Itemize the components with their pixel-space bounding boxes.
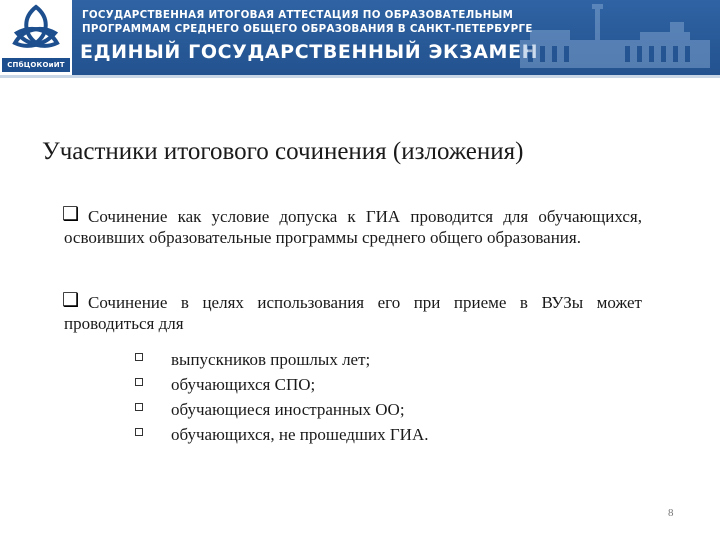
square-bullet-icon (135, 353, 143, 361)
header-bar (0, 0, 720, 75)
bullet-item (62, 203, 642, 248)
list-item-text: выпускников прошлых лет; (171, 350, 371, 369)
logo-emblem-icon (9, 3, 63, 57)
logo (0, 0, 72, 75)
list-item-text: обучающихся, не прошедших ГИА. (171, 425, 429, 444)
square-bullet-icon (135, 378, 143, 386)
header-subtitle-line-2: ПРОГРАММАМ СРЕДНЕГО ОБЩЕГО ОБРАЗОВАНИЯ В САНКТ-ПЕТЕРБУРГЕ (82, 23, 533, 35)
q-bullet-icon: ❑ (62, 289, 80, 311)
logo-caption: СПбЦОКОиИТ (2, 58, 70, 72)
list-item-text: обучающихся СПО; (171, 375, 316, 394)
header-title: ЕДИНЫЙ ГОСУДАРСТВЕННЫЙ ЭКЗАМЕН (80, 41, 539, 63)
q-bullet-icon: ❑ (62, 203, 80, 225)
slide-title: Участники итогового сочинения (изложения) (42, 138, 524, 165)
list-item-text: обучающиеся иностранных ОО; (171, 400, 405, 419)
bullet-item (62, 289, 642, 334)
bullet-text: Сочинение как условие допуска к ГИА проводится для обучающихся, освоивших образовательные программы среднего общего образования. (64, 207, 642, 247)
header-subtitle-line-1: ГОСУДАРСТВЕННАЯ ИТОГОВАЯ АТТЕСТАЦИЯ ПО ОБРАЗОВАТЕЛЬНЫМ (82, 9, 514, 21)
page-number: 8 (668, 507, 674, 519)
bullet-text: Сочинение в целях использования его при приеме в ВУЗы может проводиться для (64, 293, 642, 333)
square-bullet-icon (135, 403, 143, 411)
header-divider (0, 75, 720, 78)
city-skyline-icon (500, 0, 720, 75)
square-bullet-icon (135, 428, 143, 436)
